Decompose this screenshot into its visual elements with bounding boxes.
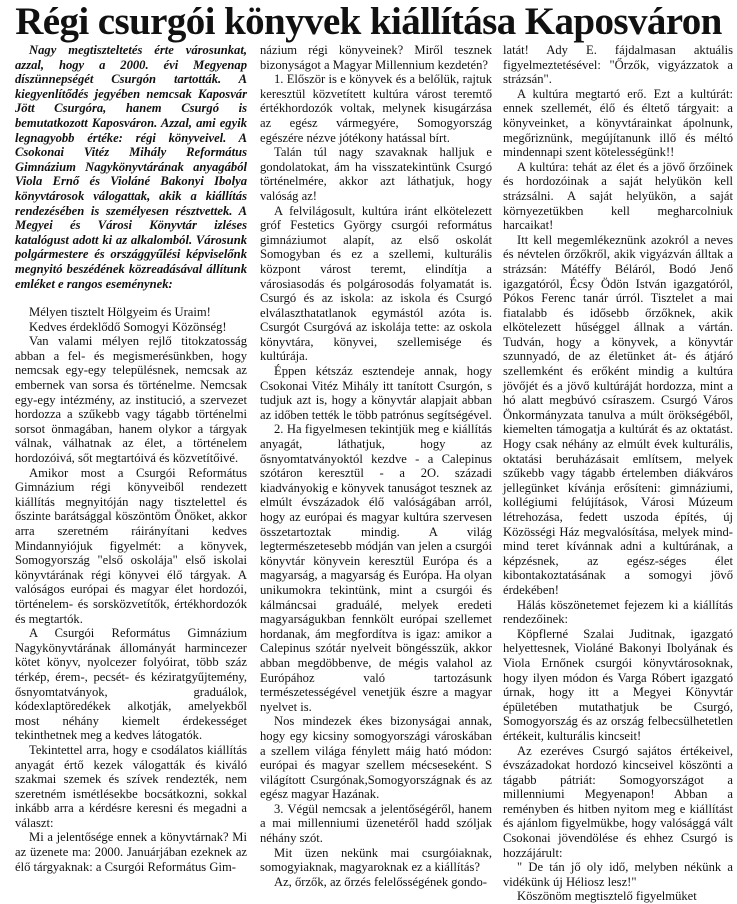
lead-paragraph: Nagy megtiszteltetés érte városunkat, azzal, hogy a 2000. évi Megyenap díszünnepségét Csurgón tartották. A kiegyenlítődés jegyében nemcsak Kaposvár Jött Csurgóra, hanem Csurgó is bemutatkozott Kaposváron. Azzal, ami egyik legnagyobb értéke: régi könyveivel. A Csokonai Vitéz Mihály Református Gimnázium Nagykönyvtárának anyagából Viola Ernő és Violáné Bakonyi Ibolya könyvtárosok válogattak, akik a kiállítás rendezésében is személyesen résztvettek. A Megyei és Városi Könyvtár izléses katalógust adott ki az alkalomból. Városunk polgármestere és országgyűlési képviselőnk megnyitó beszédének közreadásával állítunk emléket e rangos eseménynek: <box>15 43 247 291</box>
paragraph-gap <box>15 291 247 305</box>
paragraph: A felvilágosult, kultúra iránt elkötelezett gróf Festetics György csurgói református gimnáziumot alapít, az első oskolát Somogyban és ez a szellemi, kulturális központ várost teremt, elindítja a városiasodás és polgárosodás folyamatát is. Csurgó és az iskola: az iskola és Csurgó elválaszthatatlanok egymástól azóta is. Csurgót Csurgóvá az iskolája tette: az oskola könyvtára, könyvei, szellemisége és kultúrája. <box>260 203 492 364</box>
paragraph: Hálás köszönetemet fejezem ki a kiállítás rendezőinek: <box>503 597 733 627</box>
paragraph: Tekintettel arra, hogy e csodálatos kiállítás anyagát értő kezek válogatták és kiváló szakmai szemek és szívek rendezték, nem szeretném ismétlésekbe bocsátkozni, sokkal inkább arra a kérdésre keresni és megadni a választ: <box>15 742 247 830</box>
paragraph: Mi a jelentősége ennek a könyvtárnak? Mi az üzenete ma: 2000. Januárjában ezeknek az élő tárgyaknak: a Csurgói Református Gim- <box>15 830 247 874</box>
paragraph: Nos mindezek ékes bizonyságai annak, hogy egy kicsiny somogyországi városkában a szellem világa fénylett máig ható módon: európai és magyar szellem mécseseként. S világított Csurgónak,Somogyországnak és az egész magyar Hazának. <box>260 714 492 802</box>
column-1 <box>15 43 247 874</box>
paragraph: Az, őrzők, az őrzés felelősségének gondo- <box>274 874 487 889</box>
article-body <box>0 43 737 904</box>
paragraph: Talán túl nagy szavaknak halljuk e gondolatokat, ám ha visszatekintünk Csurgó történelmére, akkor azt láthatjuk, hogy valóság az! <box>260 145 492 203</box>
paragraph: názium régi könyveinek? Miről tesznek bizonyságot a Magyar Millennium kezdetén? <box>260 43 492 72</box>
column-3 <box>503 43 733 904</box>
paragraph: Itt kell megemlékeznünk azokról a neves és névtelen őrzőkről, akik vigyázván álltak a strázsán: Mátéffy Béláról, Bodó Jenő igazgatóról, Écsy Ödön István igazgatóról, Pókos Ferenc tanár úrról. Tisztelet a mai fiatalabb és idősebb őrzőknek, akik elkötelezett hűséggel állnak a vártán. Tudván, hogy a könyvek, a könyvtár szunnyadó, de az életünket át- és átjáró szellemként és erőként mindig a kultúra jövőjét és a jövő kultúráját hordozza, mint a hó alatt megbúvó csíraszem. Csurgó Város Önkormányzata tanulva a múlt örökségéből, kiemelten támogatja a kultúrát és az oktatást. Hogy csak néhány az elmúlt évek kulturális, oktatási beruházásait említsem, melyek szűkebb vagy tágabb értelemben diákváros jellegünket kívánja erősíteni: gimnáziumi, kollégiumi felújítások, Városi Múzeum létrehozása, fedett uszoda építés, új Közösségi Ház megvalósítása, melyek mind-mind teret kívánnak adni a kultúrának, a képzésnek, az egész-séges élet kibontakoztatásának a somogyi jövő érdekében! <box>503 232 733 597</box>
paragraph: Éppen kétszáz esztendeje annak, hogy Csokonai Vitéz Mihály itt tanított Csurgón, s tudjuk azt is, hogy a könyvtár alapjait abban az időben tették le több patrónus segítségével. <box>260 364 492 422</box>
paragraph: A Csurgói Református Gimnázium Nagykönyvtárának állományát harmincezer kötet könyv, nyolcezer folyóirat, több száz térkép, érem-, pecsét- és kéziratgyűjtemény, ősnyomtatványok, graduálok, kódexlaptöredékek alkotják, amelyekből most néhány kiemelt érdekességet tekinthetnek meg a kedves látogatók. <box>15 626 247 743</box>
paragraph: Kedves érdeklődő Somogyi Közönség! <box>29 319 227 334</box>
paragraph: 2. Ha figyelmesen tekintjük meg e kiállítás anyagát, láthatjuk, hogy az ősnyomtatványoktól kezdve - a Calepinus szótáron keresztül - a 2O. századi kiadványokig e könyvek tanuságot tesznek az elmúlt évszázadok élő valóságában arról, hogy az európai és magyar kultúra szervesen összetartoztak mindig. A világ legtermészetesebb módján van jelen a csurgói könyvtár könyvein keresztül Európa és a magyarság, a magyarság és Európa. Ha olyan unikumokra tekintünk, mint a csurgói és kálmáncsai graduálé, melyek eredeti magyarságukban fennkölt európai szellemet hordanak, ám megfordítva is igaz: amikor a Calepinus szótár nyelveit böngésszük, akkor abban megdöbbenve, de mégis valahol az Európához való tartozásunk természetességével venetjük észre a magyar nyelvet is. <box>260 422 492 714</box>
paragraph: latát! Ady E. fájdalmasan aktuális figyelmeztetésével: "Őrzők, vigyázzatok a strázsán". <box>503 43 733 87</box>
paragraph: A kultúra: tehát az élet és a jövő őrzőinek és hordozóinak a saját helyükön kell strázsálni. A saját helyükön, a saját környezetükben kell megharcolniuk harcaikat! <box>503 159 733 233</box>
paragraph: Van valami mélyen rejlő titokzatosság abban a fel- és megismerésünkben, hogy nemcsak egy-egy településnek, nemcsak az embernek van sorsa és történelme. Nemcsak egy-egy intézmény, az institució, a szervezet hordozza a szűkebb vagy tágabb történelmi sorsot önmagában, hanem olykor a tárgyak válnak, válhatnak az élet, a történelem hordozóivá, sőt megtartóivá és közvetítőivé. <box>15 334 247 466</box>
paragraph: Köpflerné Szalai Juditnak, igazgató helyettesnek, Violáné Bakonyi Ibolyának és Viola Ernőnek csurgói könyvtárosoknak, hogy ilyen módon és Varga Róbert igazgató úrnak, hogy itt a Megyei Könyvtár épületében mutathatjuk be Csurgó, Somogyország és az ország felbecsülhetetlen értékeit, kulturális kincseit! <box>503 626 733 743</box>
paragraph: Köszönöm megtisztelő figyelmüket <box>517 889 697 904</box>
article-title: Régi csurgói könyvek kiállítása Kaposváron <box>15 0 722 43</box>
paragraph: Mélyen tisztelt Hölgyeim és Uraim! <box>29 305 211 320</box>
paragraph: Amikor most a Csurgói Református Gimnázium régi könyveiből rendezett kiállítás megnyitóján nagy tisztelettel és őszinte barátsággal köszöntöm Önöket, akkor arra szeretném ráirányítani kedves Mindannyiójuk figyelmét: a könyvek, Somogyország "első oskolája" első iskolai könyvtárának régi könyvei élő tárgyak. A valóságos európai és magyar élet hordozói, történelem- és sorsközvetítők, értékhordozók és megtartók. <box>15 465 247 626</box>
paragraph: 1. Először is e könyvek és a belőlük, rajtuk keresztül közvetített kultúra várost teremtő értékhordozók voltak, melynek kisugárzása az egész vármegyére, Somogyország egészére nézve jótékony hatással bírt. <box>260 72 492 145</box>
paragraph: Az ezeréves Csurgó sajátos értékeivel, évszázadokat hordozó kincseivel köszönti a tágabb pátriát: Somogyországot a millenniumi Megyenapon! Abban a reményben és hitben nyitom meg e kiállítást és ajánlom figyelmükbe, hogy valósággá vált Csokonai jövendölése és ehhez Csurgó is hozzájárult: <box>503 743 733 860</box>
paragraph: 3. Végül nemcsak a jelentőségéről, hanem a mai millenniumi üzenetéről hadd szóljak néhány szót. <box>260 801 492 846</box>
paragraph: Mit üzen nekünk mai csurgóiaknak, somogyiaknak, magyaroknak ez a kiállítás? <box>260 845 492 875</box>
paragraph: " De tán jő oly idő, melyben nékünk a vidékünk új Héliosz lesz!" <box>503 860 733 889</box>
column-2 <box>260 43 492 889</box>
paragraph: A kultúra megtartó erő. Ezt a kultúrát: ennek szellemét, élő és éltető tárgyait: a könyveinket, a könyvtárainkat ápolnunk, megőriznünk, megújítanunk illő és méltó mindennapi szent kötelességünk!! <box>503 86 733 160</box>
